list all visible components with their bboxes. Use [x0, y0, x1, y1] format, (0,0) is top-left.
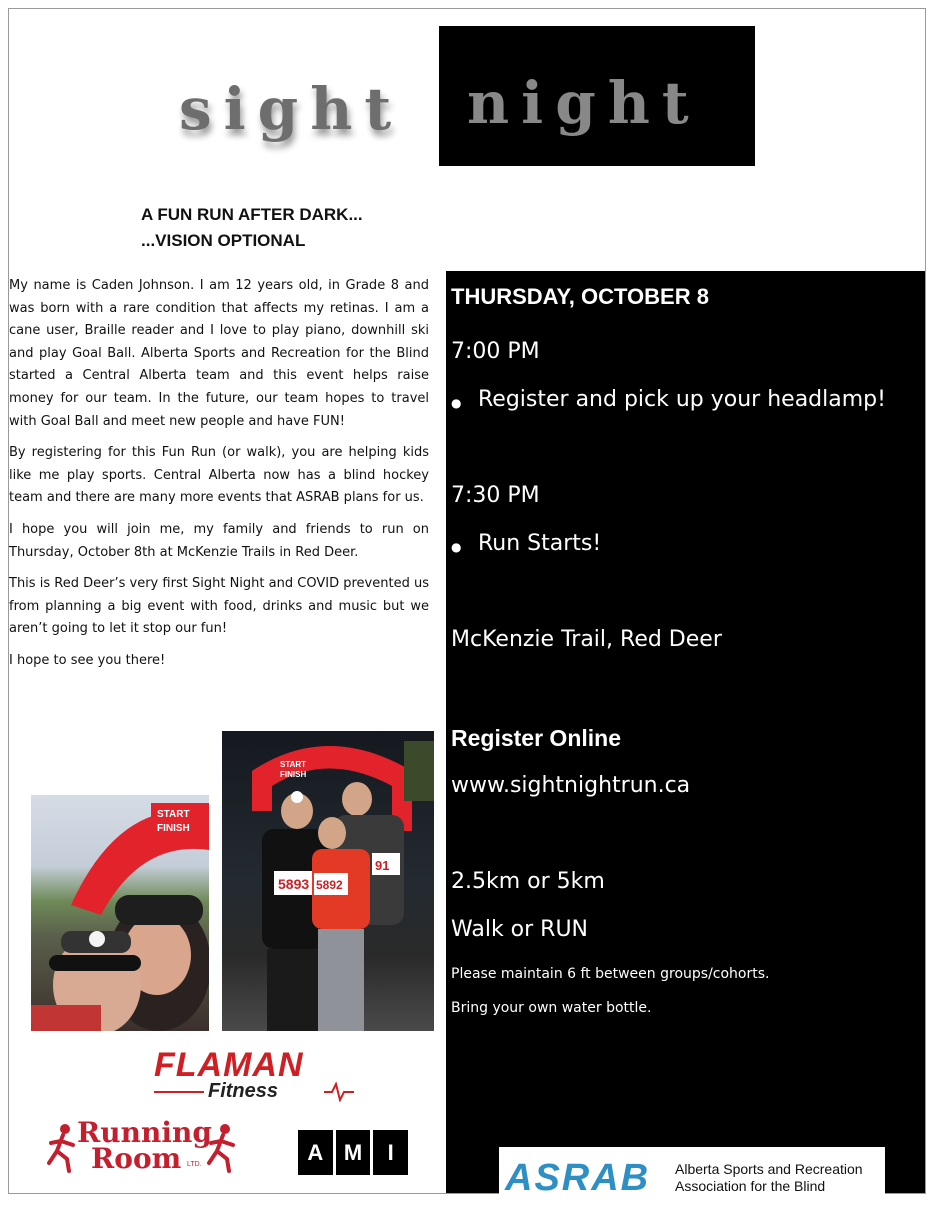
tagline — [141, 202, 363, 254]
tagline-line-2: ...VISION OPTIONAL — [141, 231, 306, 250]
bullet-icon: ● — [451, 540, 462, 554]
event-details-panel — [446, 271, 925, 1199]
time-1: 7:00 PM — [451, 339, 540, 364]
photo1-arch-start: START — [157, 809, 190, 820]
asrab-full-name — [675, 1161, 863, 1195]
photo-family-at-arch — [222, 731, 434, 1031]
photo-mother-son — [31, 795, 209, 1031]
runner-icon-2 — [207, 1123, 237, 1173]
photo-mother-son-art — [31, 795, 209, 1031]
asrab-line-1: Alberta Sports and Recreation — [675, 1161, 863, 1177]
fitness-word: Fitness — [208, 1080, 279, 1102]
time-2: 7:30 PM — [451, 483, 540, 508]
ami-letter-m: M — [336, 1130, 371, 1175]
asrab-word: ASRAB — [505, 1157, 651, 1199]
story-paragraph-1: My name is Caden Johnson. I am 12 years old, in Grade 8 and was born with a rare condition that affects my retinas. I am a cane user, Braille reader and I love to play piano, downhill ski and play Goal Ball. Alberta Sports and Recreation for the Blind started a Central Alberta team and this event helps raise money for our team. In the future, our team hopes to travel with Goal Ball and meet new people and have FUN! — [9, 278, 429, 429]
note-water-bottle: Bring your own water bottle. — [451, 1000, 652, 1016]
running-room-logo — [47, 1117, 247, 1177]
register-heading: Register Online — [451, 725, 621, 751]
runner-icon — [47, 1123, 77, 1173]
photo1-arch-finish: FINISH — [157, 823, 190, 834]
logo-sight-text: sight — [179, 75, 404, 143]
story-paragraph-5: I hope to see you there! — [9, 652, 166, 668]
room-word: Room — [91, 1142, 182, 1175]
bullet-icon: ● — [451, 396, 462, 410]
photo2-arch-start: START — [280, 760, 307, 769]
distance-options: 2.5km or 5km — [451, 869, 605, 894]
story-paragraph-3: I hope you will join me, my family and friends to run on Thursday, October 8th at McKenzie Trails in Red Deer. — [9, 521, 429, 560]
logo-night-text: night — [467, 69, 701, 137]
event-date: THURSDAY, OCTOBER 8 — [451, 284, 709, 309]
bib-1: 5893 — [278, 876, 310, 892]
website-link[interactable]: www.sightnightrun.ca — [451, 773, 691, 798]
story-text — [9, 275, 429, 682]
ami-logo — [298, 1130, 408, 1175]
flaman-fitness-logo — [154, 1046, 354, 1108]
ami-letter-i: I — [373, 1130, 408, 1175]
story-paragraph-2: By registering for this Fun Run (or walk), you are helping kids like me play sports. Central Alberta now has a blind hockey team and there are many more events that ASRAB plans for us. — [9, 445, 429, 506]
ami-letter-a: A — [298, 1130, 333, 1175]
running-word: Running — [77, 1116, 212, 1149]
asrab-logo — [499, 1147, 885, 1217]
walk-or-run: Walk or RUN — [451, 917, 589, 942]
bib-2: 5892 — [316, 878, 343, 892]
photo-family-art — [222, 731, 434, 1031]
schedule-item-1: Register and pick up your headlamp! — [478, 387, 886, 412]
flyer-page — [8, 8, 926, 1199]
story-paragraph-4: This is Red Deer’s very first Sight Night and COVID prevented us from planning a big event with food, drinks and music but we aren’t going to let it stop our fun! — [9, 576, 429, 637]
running-room-ltd: LTD. — [187, 1161, 202, 1168]
note-distancing: Please maintain 6 ft between groups/cohorts. — [451, 966, 770, 982]
flaman-word: FLAMAN — [154, 1046, 304, 1084]
asrab-line-2: Association for the Blind — [675, 1178, 826, 1194]
event-location: McKenzie Trail, Red Deer — [451, 627, 722, 652]
photo2-arch-finish: FINISH — [280, 770, 307, 779]
tagline-line-1: A FUN RUN AFTER DARK... — [141, 205, 363, 224]
bib-3: 91 — [375, 858, 390, 873]
schedule-item-2: Run Starts! — [478, 531, 602, 556]
